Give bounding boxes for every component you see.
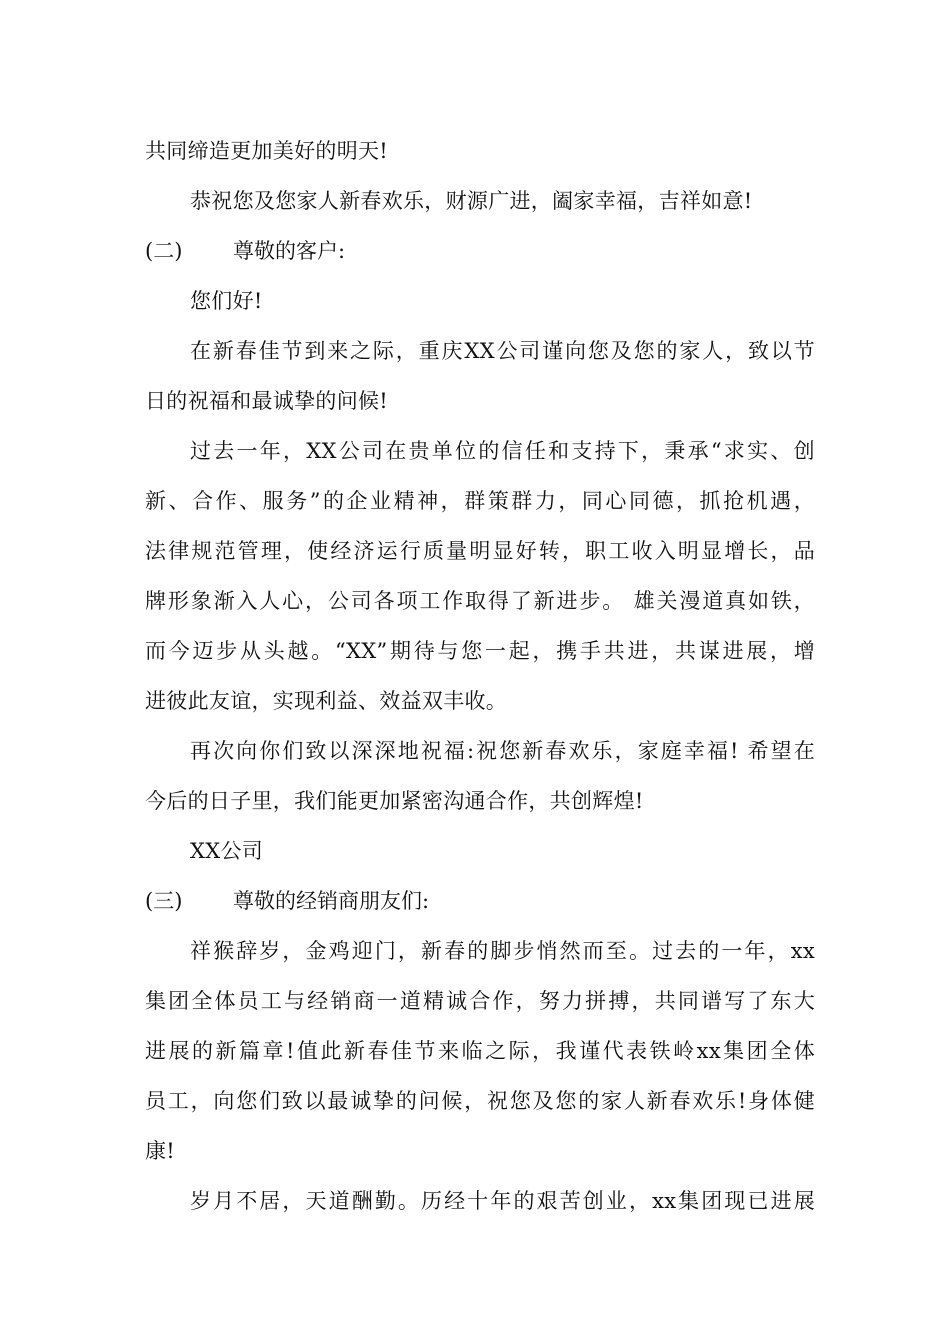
text-line: 员工，向您们致以最诚挚的问候，祝您及您的家人新春欢乐!身体健 [145, 1089, 815, 1113]
text-line: 集团全体员工与经销商一道精诚合作，努力拼搏，共同谱写了东大 [145, 989, 815, 1013]
text-line: 日的祝福和最诚挚的问候! [145, 389, 389, 413]
section-title: 尊敬的客户: [233, 239, 346, 263]
text-line: 祥猴辞岁，金鸡迎门，新春的脚步悄然而至。过去的一年，xx [190, 939, 815, 963]
section-number: (二) [145, 239, 183, 263]
text-line: 再次向你们致以深深地祝福:祝您新春欢乐，家庭幸福! 希望在 [190, 739, 815, 763]
text-line: 进彼此友谊，实现利益、效益双丰收。 [145, 689, 508, 713]
text-line: 过去一年，XX公司在贵单位的信任和支持下，秉承“求实、创 [190, 439, 815, 463]
text-line: 进展的新篇章!值此新春佳节来临之际，我谨代表铁岭xx集团全体 [145, 1039, 815, 1063]
text-line: 新、合作、服务”的企业精神，群策群力，同心同德，抓抢机遇， [145, 489, 815, 513]
text-line: 牌形象渐入人心，公司各项工作取得了新进步。 雄关漫道真如铁， [145, 589, 815, 613]
text-line: 在新春佳节到来之际，重庆XX公司谨向您及您的家人，致以节 [190, 339, 815, 363]
text-line: 而今迈步从头越。“XX”期待与您一起，携手共进，共谋进展，增 [145, 639, 815, 663]
greeting-line: 恭祝您及您家人新春欢乐，财源广进，阖家幸福，吉祥如意! [190, 189, 753, 213]
signature-line: XX公司 [190, 839, 264, 863]
text-line: 今后的日子里，我们能更加紧密沟通合作，共创辉煌! [145, 789, 644, 813]
text-line: 共同缔造更加美好的明天! [145, 139, 389, 163]
section-title: 尊敬的经销商朋友们: [233, 889, 430, 913]
text-line: 岁月不居，天道酬勤。历经十年的艰苦创业，xx集团现已进展 [190, 1189, 815, 1213]
text-line: 法律规范管理，使经济运行质量明显好转，职工收入明显增长，品 [145, 539, 815, 563]
section-number: (三) [145, 889, 183, 913]
text-line: 康! [145, 1139, 176, 1163]
salutation-line: 您们好! [190, 289, 263, 313]
